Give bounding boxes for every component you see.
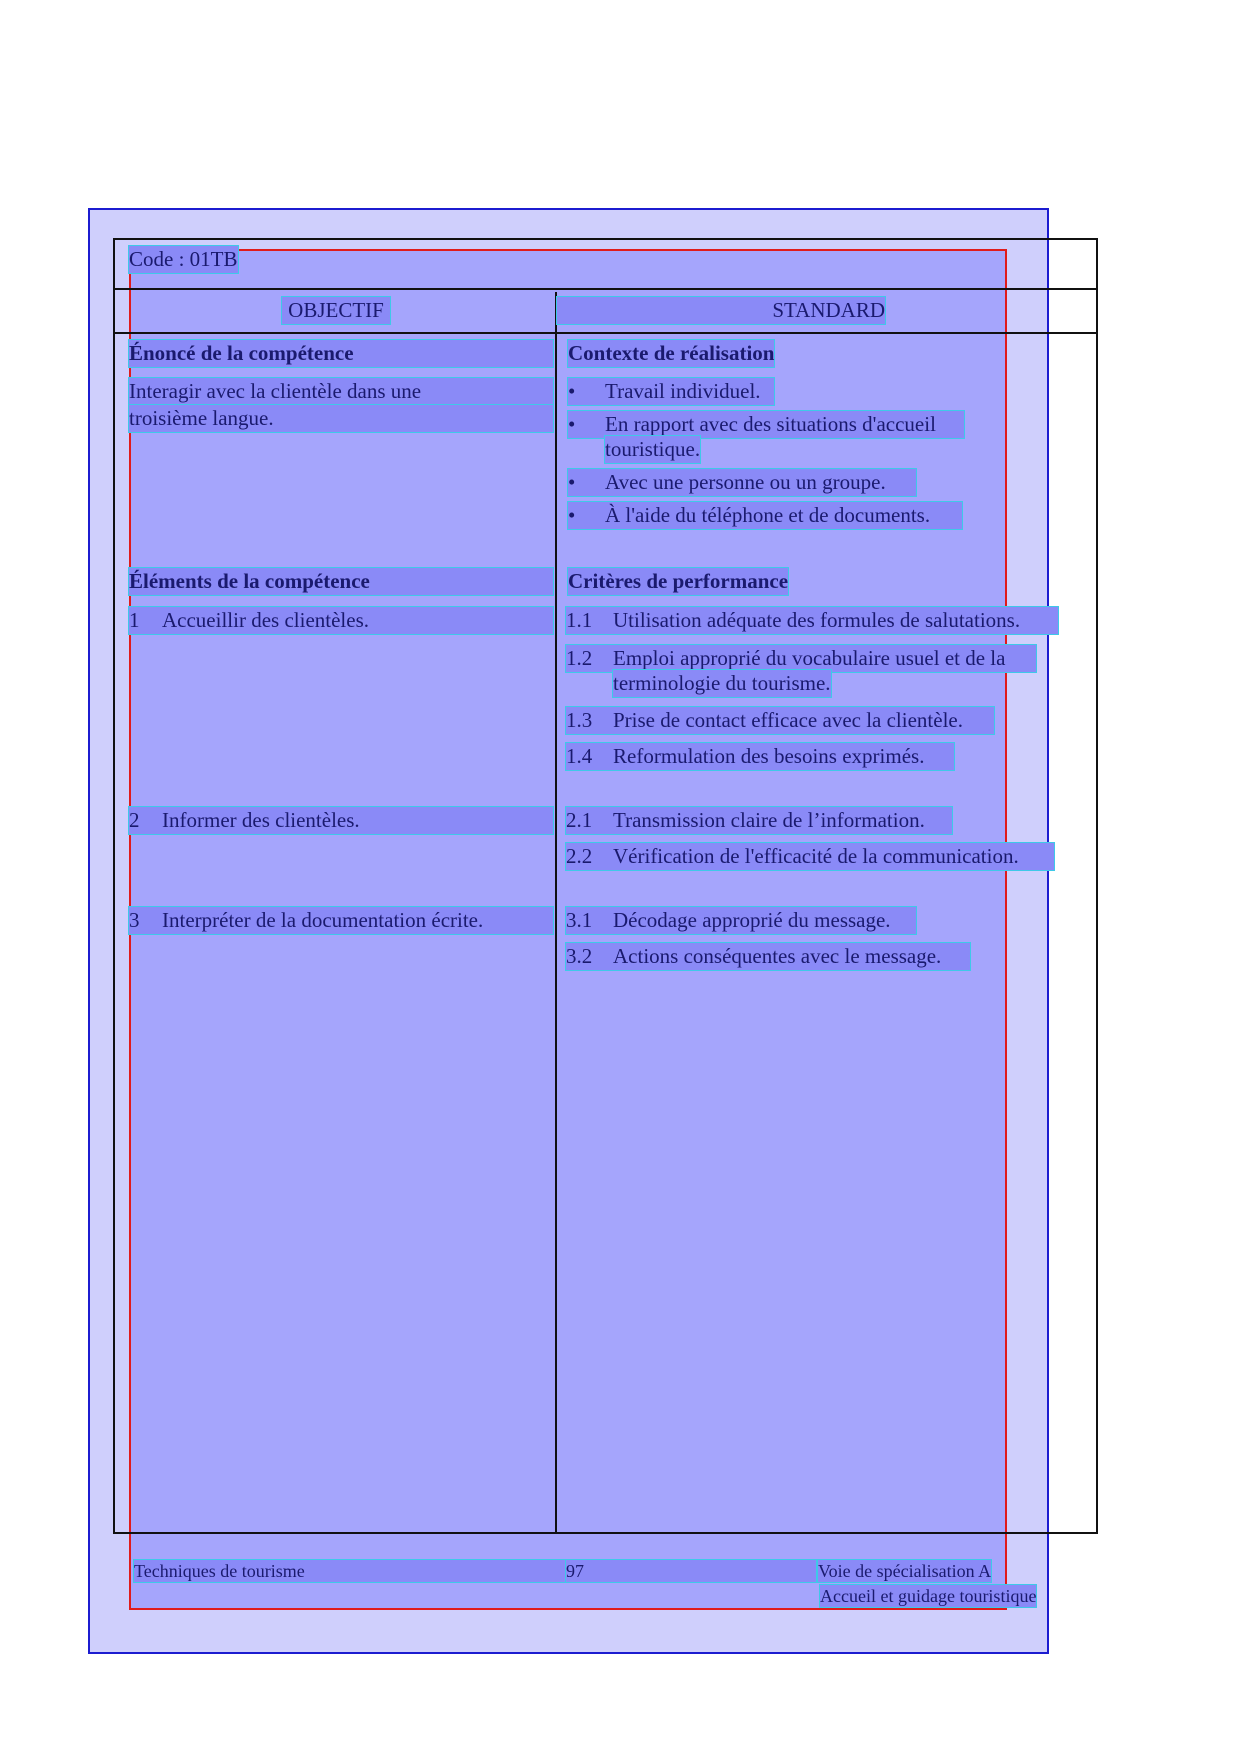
bullet-icon: • — [568, 412, 576, 436]
footer-specialisation-subtitle: Accueil et guidage touristique — [820, 1586, 1037, 1606]
critere-number: 1.3 — [566, 708, 593, 732]
element-number: 2 — [129, 808, 140, 832]
critere-text: Actions conséquentes avec le message. — [613, 944, 942, 968]
element-item — [129, 807, 553, 834]
critere-text-continuation: terminologie du tourisme. — [613, 671, 831, 695]
critere-item — [566, 807, 952, 834]
enonce-text-line2: troisième langue. — [129, 405, 553, 432]
critere-number: 1.4 — [566, 744, 593, 768]
contexte-item — [568, 502, 962, 529]
contexte-item — [568, 378, 774, 405]
critere-text: Transmission claire de l’information. — [613, 808, 925, 832]
footer-program: Techniques de tourisme — [134, 1560, 566, 1582]
contexte-text: Avec une personne ou un groupe. — [605, 470, 886, 494]
header-objectif: OBJECTIF — [282, 297, 390, 324]
critere-text: Décodage approprié du message. — [613, 908, 891, 932]
criteres-heading: Critères de performance — [568, 569, 789, 593]
critere-text: Reformulation des besoins exprimés. — [613, 744, 925, 768]
contexte-item — [568, 411, 964, 438]
bullet-icon: • — [568, 470, 576, 494]
critere-number: 2.1 — [566, 808, 593, 832]
critere-item — [566, 843, 1054, 870]
critere-item — [566, 907, 916, 934]
bullet-icon: • — [568, 379, 576, 403]
contexte-text: À l'aide du téléphone et de documents. — [605, 503, 931, 527]
critere-number: 3.1 — [566, 908, 593, 932]
bullet-icon: • — [568, 503, 576, 527]
critere-text: Prise de contact efficace avec la clientèle. — [613, 708, 963, 732]
critere-item — [566, 607, 1058, 634]
contexte-heading: Contexte de réalisation — [568, 341, 775, 365]
element-item — [129, 907, 553, 934]
enonce-heading: Énoncé de la compétence — [129, 340, 553, 367]
contexte-text: Travail individuel. — [605, 379, 761, 403]
element-text: Informer des clientèles. — [162, 808, 360, 832]
element-item — [129, 607, 553, 634]
element-text: Accueillir des clientèles. — [162, 608, 369, 632]
critere-text: Emploi approprié du vocabulaire usuel et de la — [613, 646, 1006, 670]
footer-page-number: 97 — [566, 1560, 816, 1582]
critere-text: Utilisation adéquate des formules de salutations. — [613, 608, 1021, 632]
column-divider — [555, 292, 557, 1534]
footer-specialisation: Voie de spécialisation A — [818, 1561, 992, 1581]
code-label: Code : 01TB — [129, 247, 238, 271]
header-bottom-rule — [113, 332, 1098, 334]
elements-heading: Éléments de la compétence — [129, 568, 553, 595]
element-number: 3 — [129, 908, 140, 932]
critere-number: 1.1 — [566, 608, 593, 632]
critere-number: 2.2 — [566, 844, 593, 868]
contexte-text: En rapport avec des situations d'accueil — [605, 412, 936, 436]
header-top-rule — [113, 288, 1098, 290]
contexte-item — [568, 469, 916, 496]
header-standard: STANDARD — [557, 297, 885, 324]
critere-text: Vérification de l'efficacité de la communication. — [613, 844, 1019, 868]
critere-item — [566, 743, 954, 770]
critere-item — [566, 645, 1036, 672]
element-number: 1 — [129, 608, 140, 632]
critere-item — [566, 943, 970, 970]
contexte-text-continuation: touristique. — [605, 437, 701, 461]
critere-number: 3.2 — [566, 944, 593, 968]
enonce-text-line1: Interagir avec la clientèle dans une — [129, 378, 553, 405]
critere-item — [566, 707, 994, 734]
critere-number: 1.2 — [566, 646, 593, 670]
element-text: Interpréter de la documentation écrite. — [162, 908, 484, 932]
